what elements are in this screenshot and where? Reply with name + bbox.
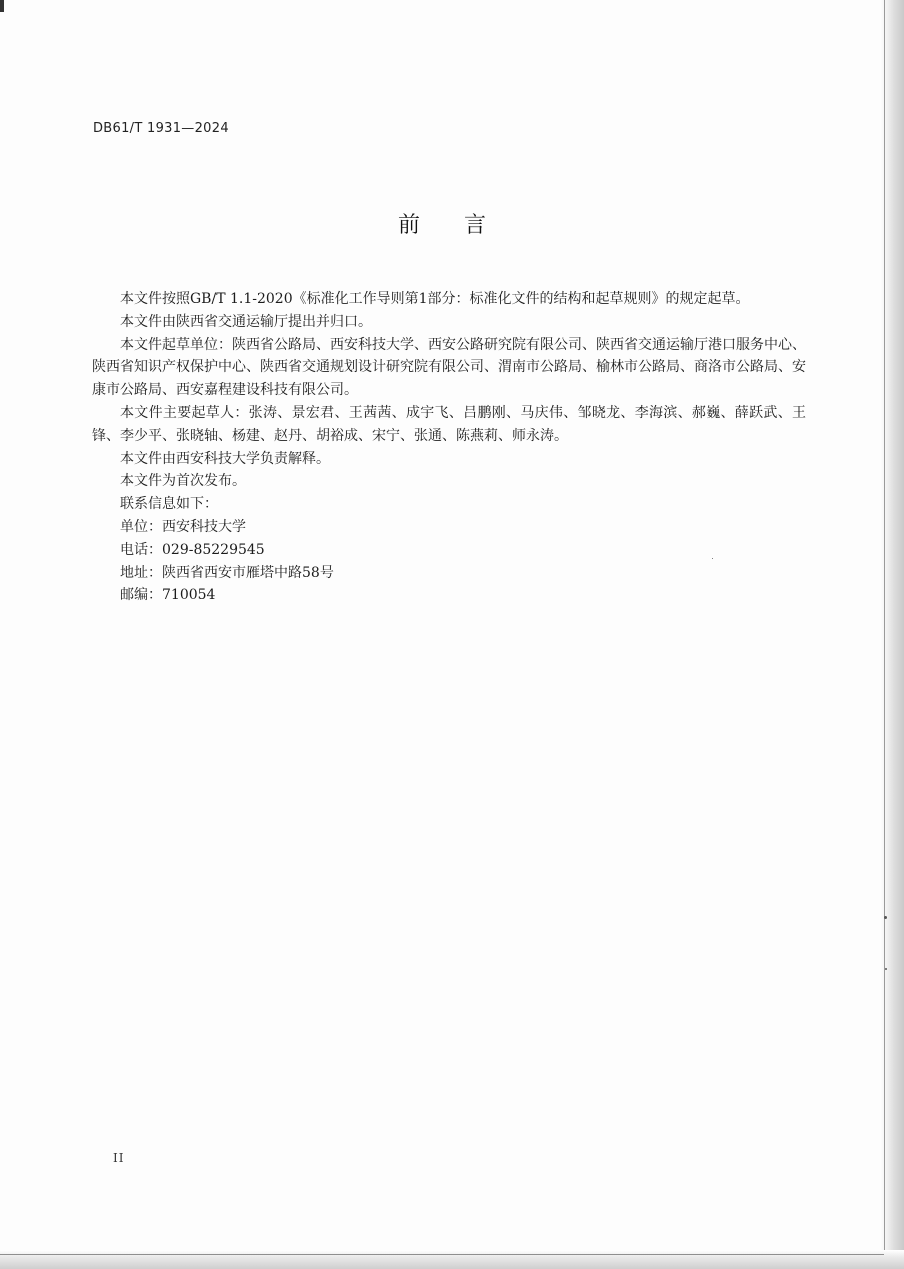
foreword-body (92, 288, 806, 607)
paragraph-drafters: 本文件主要起草人：张涛、景宏君、王茜茜、成宇飞、吕鹏刚、马庆伟、邹晓龙、李海滨、郝巍、薛跃武、王锋、李少平、张晓轴、杨建、赵丹、胡裕成、宋宁、张通、陈燕莉、师永涛。 (92, 404, 806, 444)
contact-unit: 单位：西安科技大学 (120, 518, 246, 535)
scan-speck (884, 916, 887, 919)
page-edge-bottom (0, 1250, 904, 1269)
scan-corner-mark (0, 0, 4, 12)
paragraph-contact-intro: 联系信息如下： (120, 496, 218, 513)
paragraph-drafting-units: 本文件起草单位：陕西省公路局、西安科技大学、西安公路研究院有限公司、陕西省交通运输厅港口服务中心、陕西省知识产权保护中心、陕西省交通规划设计研究院有限公司、渭南市公路局、榆林市公路局、商洛市公路局、安康市公路局、西安嘉程建设科技有限公司。 (92, 336, 806, 399)
contact-postcode: 邮编：710054 (120, 587, 216, 604)
section-title: 前言 (397, 213, 530, 238)
paragraph-proposer: 本文件由陕西省交通运输厅提出并归口。 (120, 313, 372, 330)
scan-speck (885, 968, 887, 970)
page-edge-bottom-line (0, 1254, 884, 1255)
contact-phone: 电话：029-85229545 (120, 541, 265, 558)
paragraph-drafting-rules: 本文件按照GB/T 1.1-2020《标准化工作导则第1部分：标准化文件的结构和起草规则》的规定起草。 (120, 291, 750, 307)
paragraph-interpretation: 本文件由西安科技大学负责解释。 (120, 450, 330, 467)
paragraph-first-release: 本文件为首次发布。 (120, 473, 246, 490)
document-code: DB61/T 1931—2024 (93, 121, 229, 136)
scan-speck (712, 558, 713, 559)
contact-address: 地址：陕西省西安市雁塔中路58号 (120, 564, 334, 581)
page-edge-right-line (884, 0, 885, 1269)
page-number: II (113, 1151, 125, 1165)
